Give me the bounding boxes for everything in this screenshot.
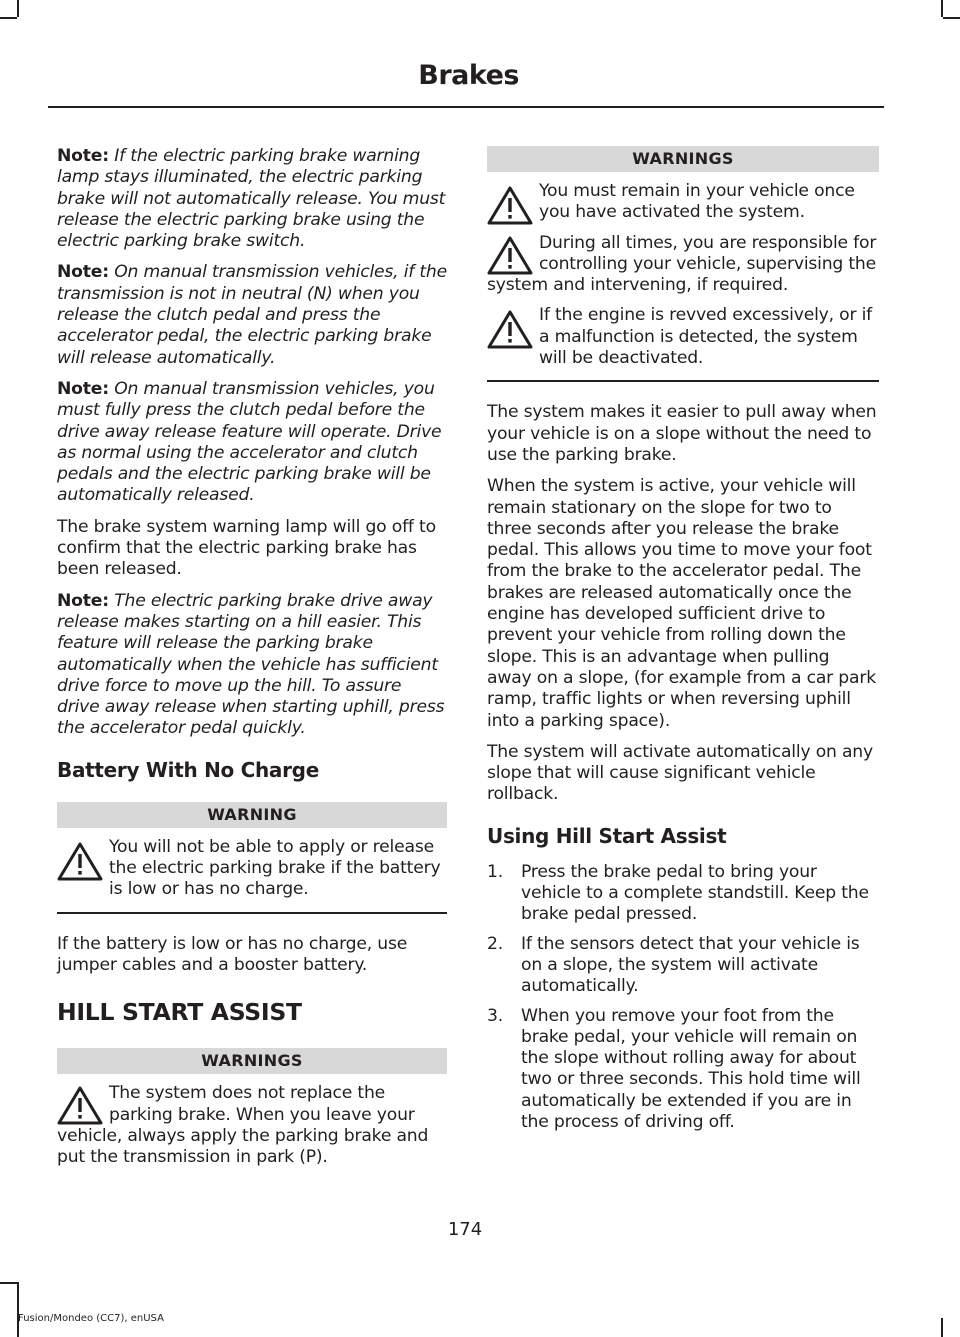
- crop-mark: [0, 17, 17, 19]
- step-number: 2.: [487, 933, 503, 954]
- note-label: Note:: [57, 146, 109, 166]
- steps-list: [487, 862, 879, 1134]
- crop-mark: [17, 1282, 19, 1337]
- warning-triangle-icon: [487, 235, 533, 275]
- list-item: [487, 862, 879, 926]
- note-text: If the electric parking brake warning lamp stays illuminated, the electric parking brake will not automatically release. You must release the electric parking brake using the electric parking brake switch.: [57, 146, 446, 252]
- warning-title: WARNING: [57, 802, 447, 828]
- note-paragraph: [57, 146, 447, 252]
- step-number: 3.: [487, 1005, 503, 1026]
- warning-rule: [57, 912, 447, 914]
- warning-triangle-icon: [57, 1085, 103, 1125]
- crop-mark: [943, 17, 960, 19]
- hsa-heading: HILL START ASSIST: [57, 998, 302, 1027]
- warning-triangle-icon: [57, 841, 103, 881]
- note-label: Note:: [57, 590, 109, 611]
- warning-item: [487, 305, 879, 369]
- crop-mark: [0, 1282, 17, 1284]
- warning-triangle-icon: [487, 309, 533, 349]
- warning-item: [487, 181, 879, 224]
- crop-mark: [17, 0, 19, 17]
- note-label: Note:: [57, 378, 109, 399]
- warning-item: [57, 1083, 447, 1168]
- battery-heading: Battery With No Charge: [57, 757, 319, 782]
- warning-text: You must remain in your vehicle once you have activated the system.: [539, 181, 855, 223]
- warning-triangle-icon: [487, 185, 533, 225]
- using-heading: Using Hill Start Assist: [487, 823, 727, 848]
- footer-model: Fusion/Mondeo (CC7), enUSA: [18, 1313, 164, 1324]
- note-text: On manual transmission vehicles, if the transmission is not in neutral (N) when you release the clutch pedal and press the accelerator pedal, the electric parking brake will release automatically.: [57, 262, 447, 368]
- crop-mark: [941, 0, 943, 17]
- step-text: When you remove your foot from the brake pedal, your vehicle will remain on the slope without rolling away for about two or three seconds. This hold time will automatically be extended if you are in the process of driving off.: [521, 1005, 861, 1132]
- lamp-paragraph: The brake system warning lamp will go off to confirm that the electric parking brake has been released.: [57, 516, 436, 580]
- battery-paragraph: If the battery is low or has no charge, use jumper cables and a booster battery.: [57, 933, 408, 975]
- step-text: If the sensors detect that your vehicle is on a slope, the system will activate automatically.: [521, 933, 860, 997]
- note-paragraph: [57, 591, 447, 740]
- crop-mark: [941, 1318, 943, 1337]
- step-number: 1.: [487, 861, 503, 882]
- list-item: [487, 934, 879, 998]
- warning-title: WARNINGS: [57, 1048, 447, 1074]
- warning-item: [57, 837, 447, 901]
- header-rule: [48, 106, 884, 108]
- note-paragraph: [57, 379, 447, 507]
- warning-text: If the engine is revved excessively, or if a malfunction is detected, the system will be deactivated.: [539, 305, 873, 369]
- body-paragraph: The system makes it easier to pull away when your vehicle is on a slope without the need to use the parking brake.: [487, 402, 877, 465]
- right-column: [487, 146, 879, 1141]
- note-text: The electric parking brake drive away release makes starting on a hill easier. This feature will release the parking brake automatically when the vehicle has sufficient drive force to move up the hill. To assure drive away release when starting uphill, press the accelerator pedal quickly.: [57, 590, 445, 739]
- warning-text: You will not be able to apply or release the electric parking brake if the battery is low or has no charge.: [109, 836, 441, 900]
- page-title: Brakes: [418, 60, 519, 91]
- body-paragraph: The system will activate automatically on any slope that will cause significant vehicle rollback.: [487, 741, 873, 805]
- body-paragraph: When the system is active, your vehicle will remain stationary on the slope for two to three seconds after you release the brake pedal. This allows you time to move your foot from the brake to the accelerator pedal. The brakes are released automatically once the engine has developed sufficient drive to prevent your vehicle from rolling down the slope. This is an advantage when pulling away on a slope, (for example from a car park ramp, traffic lights or when reversing uphill into a parking space).: [487, 476, 876, 731]
- step-text: Press the brake pedal to bring your vehicle to a complete standstill. Keep the brake pedal pressed.: [521, 861, 869, 925]
- left-column: [57, 146, 447, 1178]
- warning-text: The system does not replace the parking brake. When you leave your vehicle, always apply the parking brake and put the transmission in park (P).: [57, 1083, 429, 1168]
- warning-item: [487, 233, 879, 297]
- hsa-warning-box: [57, 1048, 447, 1168]
- battery-warning-box: [57, 802, 447, 914]
- warning-title: WARNINGS: [487, 146, 879, 172]
- page-number: 174: [447, 1219, 483, 1240]
- note-paragraph: [57, 262, 447, 368]
- warning-rule: [487, 380, 879, 382]
- warning-text: During all times, you are responsible for controlling your vehicle, supervising the system and intervening, if required.: [487, 232, 877, 296]
- list-item: [487, 1006, 879, 1134]
- hsa-warnings-box: [487, 146, 879, 382]
- note-label: Note:: [57, 262, 109, 283]
- note-text: On manual transmission vehicles, you must fully press the clutch pedal before the drive away release feature will operate. Drive as normal using the accelerator and clutch pedals and the electric parking brake will be automatically released.: [57, 378, 442, 506]
